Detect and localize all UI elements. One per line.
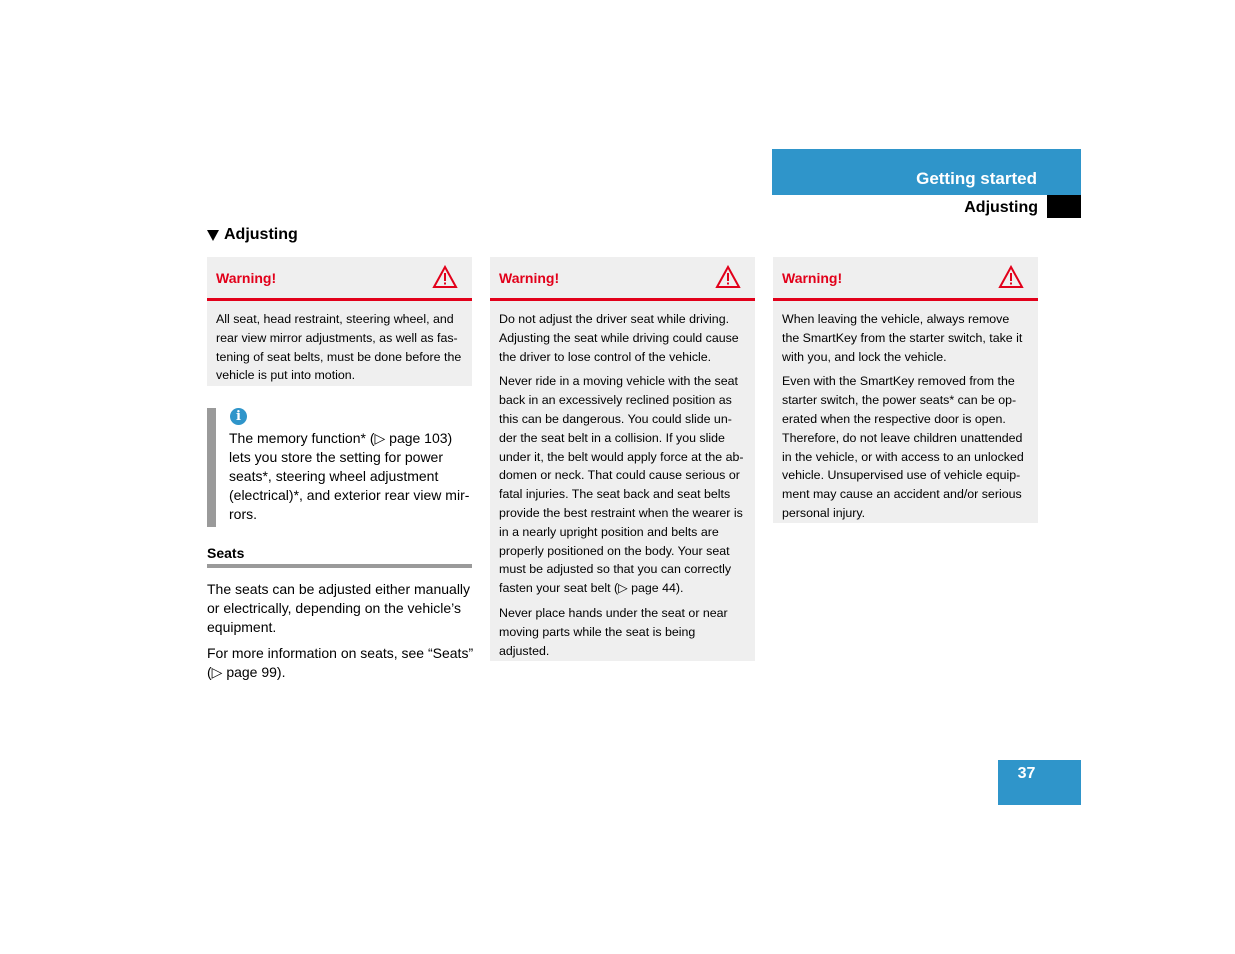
warning-paragraph: When leaving the vehicle, always remove the SmartKey from the starter switch, take it with you, and lock the vehicle. (782, 312, 1023, 364)
section-title (207, 226, 298, 244)
warning-triangle-icon (432, 265, 458, 289)
warning-body (207, 301, 472, 392)
warning-title: Warning! (782, 270, 843, 286)
warning-title: Warning! (216, 270, 277, 286)
warning-header (490, 257, 755, 301)
info-note (207, 408, 473, 527)
warning-header (207, 257, 472, 301)
note-text: The memory function* (▷ page 103) lets you store the setting for power seats*, steering wheel adjustment (electrical)*, and exterior rear view mir-rors. (229, 430, 470, 522)
body-paragraph: For more information on seats, see “Seats” (▷ page 99). (207, 645, 474, 680)
warning-paragraph: Do not adjust the driver seat while driving. Adjusting the seat while driving could cause the driver to lose control of the vehicle. (499, 312, 739, 364)
warning-box-3 (773, 257, 1038, 523)
info-icon: i (230, 408, 247, 425)
warning-paragraph: Never ride in a moving vehicle with the seat back in an excessively reclined position as this can be dangerous. You could slide un-der the seat belt in a collision. If you slide under it, the belt would apply force at the ab-domen or neck. That could cause serious or fatal injuries. The seat back and seat belts provide the best restraint when the wearer is in a nearly upright position and belts are properly positioned on the body. Your seat must be adjusted so that you can correctly fasten your seat belt (▷ page 44). (499, 374, 744, 596)
triangle-down-icon (207, 230, 219, 241)
warning-body (773, 301, 1038, 530)
warning-paragraph: Never place hands under the seat or near moving parts while the seat is being adjusted. (499, 605, 728, 658)
warning-paragraph: Even with the SmartKey removed from the starter switch, the power seats* can be op-erated when the respective door is open. Therefore, do not leave children unattended in the vehicle, or with access to an unlocked vehicle. Unsupervised use of vehicle equip-ment may cause an accident and/or serious personal injury. (782, 374, 1024, 520)
divider (207, 564, 472, 568)
warning-triangle-icon (998, 265, 1024, 289)
warning-triangle-icon (715, 265, 741, 289)
warning-paragraph: All seat, head restraint, steering wheel, and rear view mirror adjustments, as well as fas-tening of seat belts, must be done before the vehicle is put into motion. (216, 312, 462, 383)
section-header: Adjusting (964, 199, 1038, 216)
thumb-tab (1047, 195, 1081, 218)
page-number: 37 (1017, 765, 1036, 782)
section-title-text: Adjusting (224, 226, 298, 243)
warning-box-1 (207, 257, 472, 386)
page-number-box (998, 760, 1081, 805)
chapter-title: Getting started (916, 169, 1037, 188)
seats-heading: Seats (207, 545, 245, 561)
warning-box-2 (490, 257, 755, 661)
seats-body (207, 580, 475, 689)
warning-title: Warning! (499, 270, 560, 286)
note-bar (207, 408, 216, 527)
chapter-header (772, 149, 1081, 195)
warning-header (773, 257, 1038, 301)
body-paragraph: The seats can be adjusted either manually or electrically, depending on the vehicle’s equipment. (207, 581, 471, 635)
warning-body (490, 301, 755, 667)
